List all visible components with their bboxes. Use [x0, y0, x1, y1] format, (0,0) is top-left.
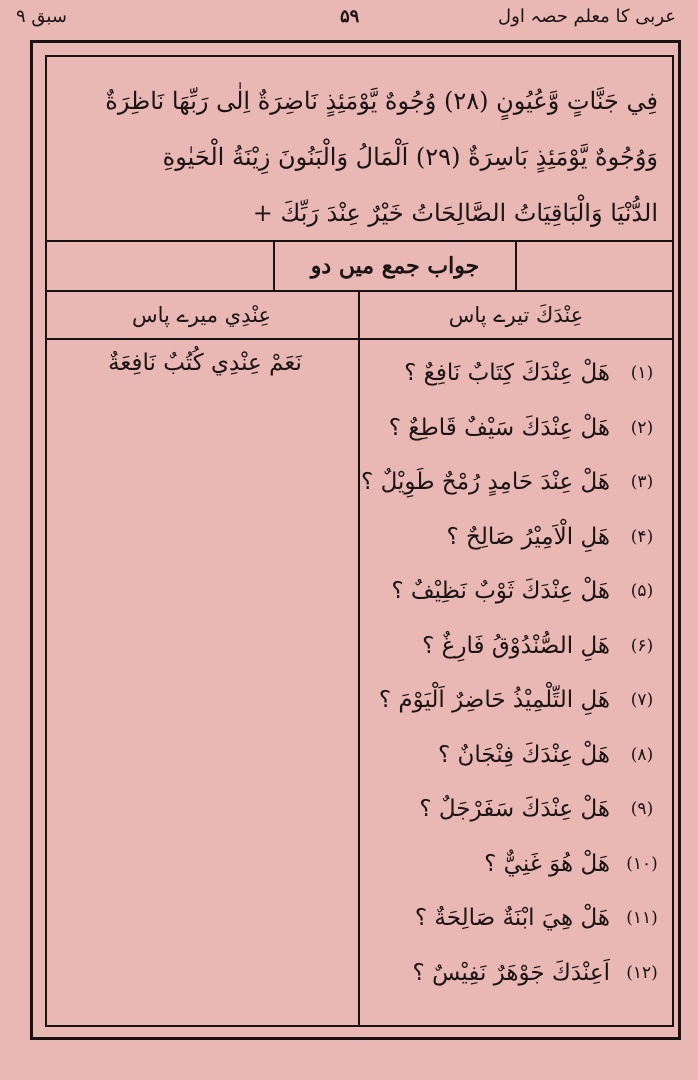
table-title-row: [45, 242, 674, 292]
list-item: [368, 891, 664, 946]
list-item: [368, 401, 664, 456]
question-number: (۹): [630, 799, 654, 820]
list-item: [368, 346, 664, 401]
question-text: هَلْ عِنْدَ حَامِدٍ رُمْحٌ طَوِيْلٌ ؟: [361, 469, 610, 496]
list-item: [368, 673, 664, 728]
quran-verse-box: [45, 55, 674, 242]
question-number: (۸): [630, 744, 654, 765]
list-item: [368, 728, 664, 783]
question-list: [361, 346, 664, 1000]
column-header-indi: عِنْدِي میرے پاس: [131, 303, 272, 327]
question-text: هَلْ هِيَ ابْنَةٌ صَالِحَةٌ ؟: [414, 905, 610, 932]
question-text: هَلْ عِنْدَكَ سَيْفٌ قَاطِعٌ ؟: [388, 414, 610, 441]
question-number: (۱۲): [626, 962, 658, 983]
column-header-indak: عِنْدَكَ تیرے پاس: [448, 303, 584, 327]
lesson-label: سبق ۹: [16, 6, 67, 27]
column-divider: [358, 292, 360, 1025]
list-item: [368, 837, 664, 892]
question-number: (۱۰): [626, 853, 658, 874]
question-text: اَعِنْدَكَ جَوْهَرٌ نَفِيْسٌ ؟: [412, 959, 610, 986]
list-item: [361, 455, 664, 510]
verse-line: الدُّنْيَا وَالْبَاقِيَاتُ الصَّالِحَاتُ خَيْرٌ عِنْدَ رَبِّكَ +: [252, 199, 658, 227]
table-title: جواب جمع میں دو: [273, 242, 517, 290]
list-item: [368, 564, 664, 619]
list-item: [368, 510, 664, 565]
question-number: (۱): [630, 363, 654, 384]
question-text: هَلْ عِنْدَكَ ثَوْبٌ نَظِيْفٌ ؟: [391, 578, 610, 605]
question-text: هَلِ التِّلْمِيْذُ حَاضِرٌ اَلْيَوْمَ ؟: [378, 687, 610, 714]
question-text: هَلِ الْاَمِيْرُ صَالِحٌ ؟: [446, 523, 610, 550]
question-number: (۳): [630, 472, 654, 493]
question-text: هَلْ عِنْدَكَ فِنْجَانٌ ؟: [437, 741, 610, 768]
list-item: [368, 946, 664, 1001]
question-number: (۴): [630, 526, 654, 547]
question-text: هَلْ عِنْدَكَ كِتَابٌ نَافِعٌ ؟: [404, 360, 610, 387]
list-item: [368, 782, 664, 837]
example-answer: نَعَمْ عِنْدِي كُتُبٌ نَافِعَةٌ: [108, 350, 302, 376]
question-number: (۷): [630, 690, 654, 711]
question-number: (۵): [630, 581, 654, 602]
list-item: [368, 619, 664, 674]
verse-line: فِي جَنَّاتٍ وَّعُيُونٍ (۲۸) وُجُوهٌ يَّوْمَئِذٍ نَاضِرَةٌ اِلٰى رَبِّهَا نَاظِرَةٌ: [105, 87, 658, 115]
question-text: هَلْ عِنْدَكَ سَفَرْجَلٌ ؟: [419, 796, 610, 823]
question-number: (۱۱): [626, 908, 658, 929]
question-text: هَلِ الصُّنْدُوْقُ فَارِغٌ ؟: [422, 632, 610, 659]
question-number: (۶): [630, 635, 654, 656]
question-text: هَلْ هُوَ غَنِيٌّ ؟: [484, 850, 610, 877]
page-number: ۵۹: [340, 6, 360, 27]
question-number: (۲): [630, 417, 654, 438]
verse-line: وَوُجُوهٌ يَّوْمَئِذٍ بَاسِرَةٌ (۲۹) اَلْمَالُ وَالْبَنُونَ زِيْنَةُ الْحَيٰوةِ: [162, 143, 658, 171]
page-header: [0, 0, 698, 40]
book-title: عربی کا معلم حصہ اول: [498, 6, 676, 27]
